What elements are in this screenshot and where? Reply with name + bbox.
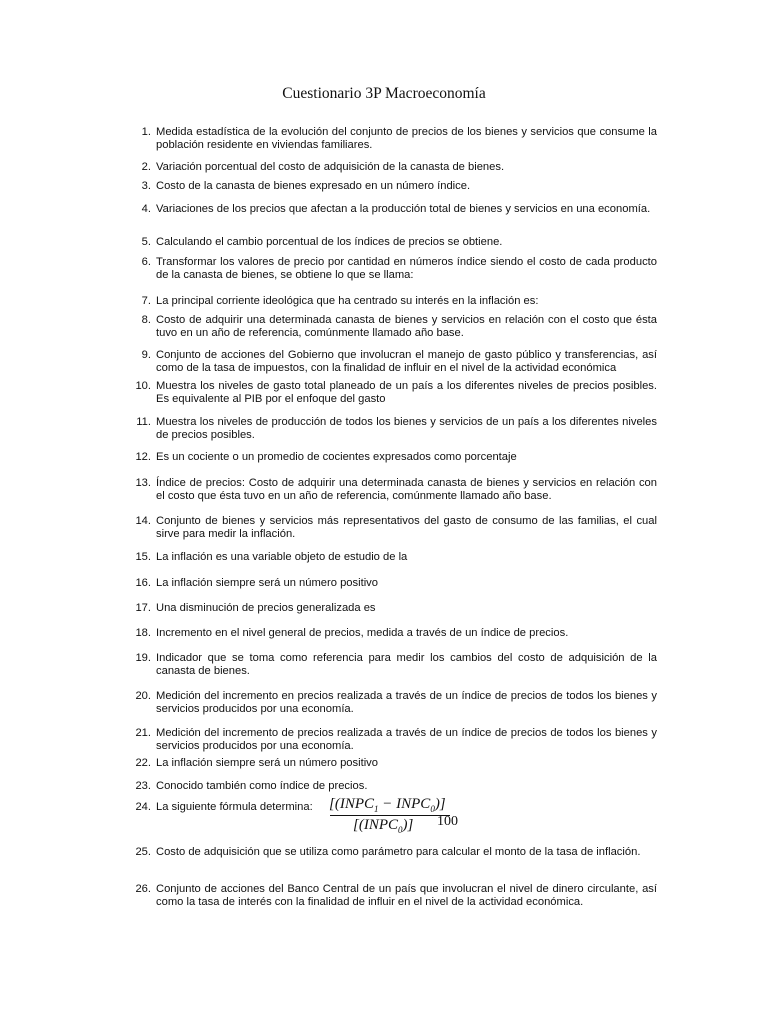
question-number: 14. (135, 515, 151, 527)
question-number: 10. (135, 380, 151, 392)
question-text: Muestra los niveles de producción de todos los bienes y servicios de un país a los diferentes niveles de precios posibles. (156, 416, 657, 441)
question-number: 11. (136, 416, 151, 428)
question-number: 2. (141, 161, 151, 173)
question-text: Conjunto de acciones del Banco Central de un país que involucran el nivel de dinero circulante, así como la tasa de interés con la finalidad de influir en el nivel de la actividad económica. (156, 883, 657, 908)
formula-denominator (353, 817, 413, 835)
formula-denominator-subscript: 0 (398, 825, 403, 835)
question-text: Costo de adquisición que se utiliza como parámetro para calcular el monto de la tasa de inflación. (156, 846, 641, 858)
question-text: Variaciones de los precios que afectan a la producción total de bienes y servicios en una economía. (156, 203, 651, 215)
question-text: La siguiente fórmula determina: (156, 801, 313, 813)
question-text: Medida estadística de la evolución del conjunto de precios de los bienes y servicios que consume la población residente en viviendas familiares. (156, 126, 657, 151)
question-number: 20. (135, 690, 151, 702)
question-text: Incremento en el nivel general de precios, medida a través de un índice de precios. (156, 627, 569, 639)
question-text: Muestra los niveles de gasto total planeado de un país a los diferentes niveles de precios posibles. Es equivalente al PIB por el enfoque del gasto (156, 380, 657, 405)
formula-bracket-open: [( (329, 796, 340, 812)
question-text: Una disminución de precios generalizada es (156, 602, 376, 614)
question-number: 24. (135, 801, 151, 813)
formula-bracket-close: )] (434, 796, 446, 812)
question-number: 18. (135, 627, 151, 639)
question-number: 16. (135, 577, 151, 589)
question-number: 19. (135, 652, 151, 664)
formula-inpc-0: INPC (396, 796, 431, 812)
page-title: Cuestionario 3P Macroeconomía (282, 85, 486, 102)
question-number: 25. (135, 846, 151, 858)
inflation-formula (325, 794, 475, 840)
question-text: La principal corriente ideológica que ha centrado su interés en la inflación es: (156, 295, 539, 307)
question-text: La inflación siempre será un número positivo (156, 577, 379, 589)
formula-fraction-bar (330, 815, 450, 816)
question-text: Costo de adquirir una determinada canasta de bienes y servicios en relación con el costo que ésta tuvo en un año de referencia, comúnmente llamado año base. (156, 314, 657, 339)
question-number: 23. (135, 780, 151, 792)
question-text: Medición del incremento en precios realizada a través de un índice de precios de todos los bienes y servicios producidos por una economía. (156, 690, 657, 715)
question-text: Conjunto de bienes y servicios más representativos del gasto de consumo de las familias, el cual sirve para medir la inflación. (156, 515, 657, 540)
formula-denominator-open: [( (353, 817, 364, 833)
question-number: 22. (135, 757, 151, 769)
question-text: Conjunto de acciones del Gobierno que involucran el manejo de gasto público y transferencias, así como de la tasa de impuestos, con la finalidad de influir en el nivel de la actividad económica (156, 349, 657, 374)
question-text: Medición del incremento de precios realizada a través de un índice de precios de todos los bienes y servicios producidos por una economía. (156, 727, 657, 752)
question-number: 5. (141, 236, 151, 248)
question-number: 3. (141, 180, 151, 192)
question-number: 7. (141, 295, 151, 307)
question-number: 15. (135, 551, 151, 563)
question-number: 17. (135, 602, 151, 614)
question-number: 1. (141, 126, 151, 138)
question-text: Transformar los valores de precio por cantidad en números índice siendo el costo de cada producto de la canasta de bienes, se obtiene lo que se llama: (156, 256, 657, 281)
question-text: Es un cociente o un promedio de cocientes expresados como porcentaje (156, 451, 517, 463)
question-text: Índice de precios: Costo de adquirir una determinada canasta de bienes y servicios en relación con el costo que ésta tuvo en un año de referencia, comúnmente llamado año base. (156, 477, 657, 502)
question-number: 4. (141, 203, 151, 215)
formula-subscript-0: 0 (430, 804, 435, 814)
question-text: Indicador que se toma como referencia para medir los cambios del costo de adquisición de la canasta de bienes. (156, 652, 657, 677)
question-number: 21. (135, 727, 151, 739)
formula-denominator-close: )] (402, 817, 414, 833)
question-text: Calculando el cambio porcentual de los índices de precios se obtiene. (156, 236, 503, 248)
formula-hundred: 100 (437, 814, 458, 829)
question-text: Variación porcentual del costo de adquisición de la canasta de bienes. (156, 161, 505, 173)
question-number: 9. (141, 349, 151, 361)
question-text: Costo de la canasta de bienes expresado en un número índice. (156, 180, 471, 192)
question-number: 26. (135, 883, 151, 895)
question-text: Conocido también como índice de precios. (156, 780, 368, 792)
question-text: La inflación siempre será un número positivo (156, 757, 379, 769)
question-text: La inflación es una variable objeto de estudio de la (156, 551, 408, 563)
question-number: 12. (135, 451, 151, 463)
formula-numerator (329, 796, 446, 814)
formula-minus: − (378, 796, 397, 812)
question-number: 6. (141, 256, 151, 268)
formula-inpc-1: INPC (339, 796, 375, 812)
question-number: 13. (135, 477, 151, 489)
formula-subscript-1: 1 (374, 804, 379, 814)
formula-denominator-inpc: INPC (363, 817, 399, 833)
question-number: 8. (141, 314, 151, 326)
